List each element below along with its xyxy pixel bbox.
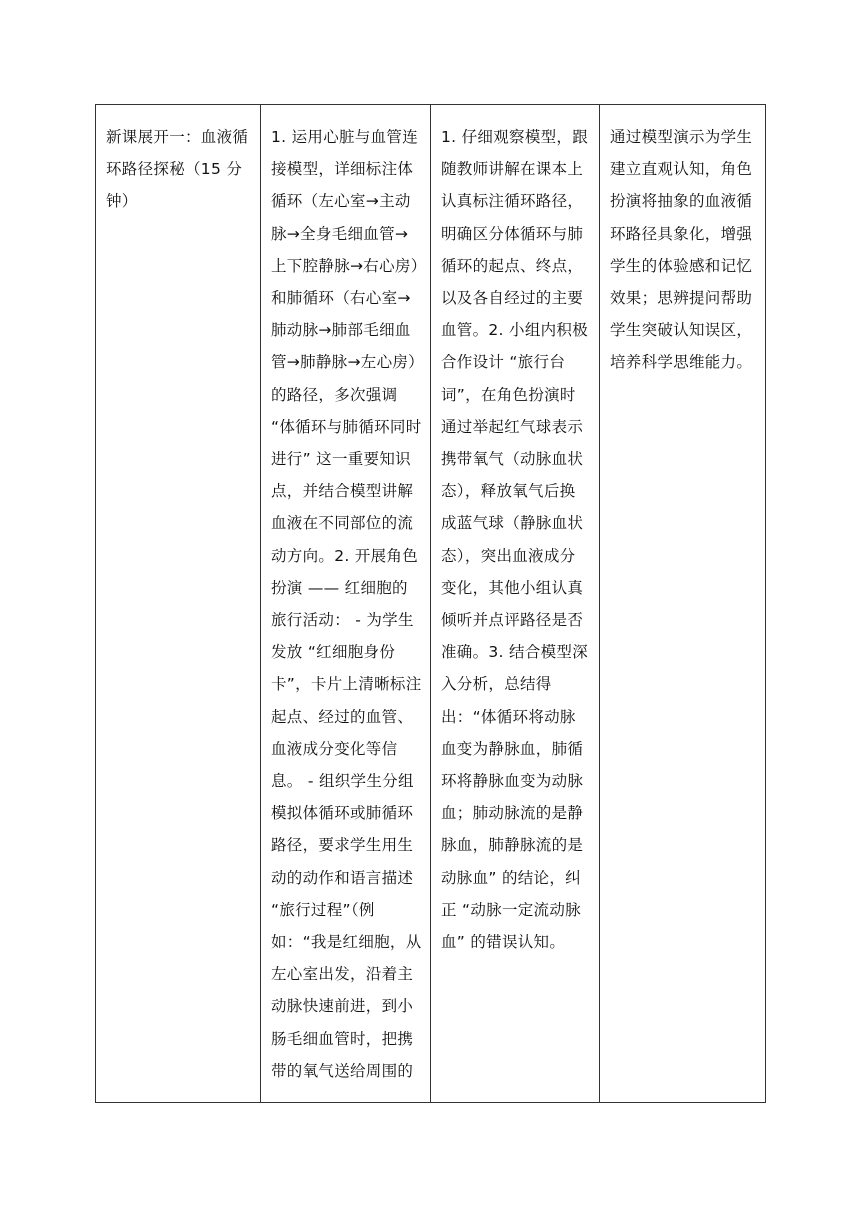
student-activity-cell <box>431 105 600 1103</box>
design-intent-text: 通过模型演示为学生建立直观认知，角色扮演将抽象的血液循环路径具象化，增强学生的体验感和记忆效果；思辨提问帮助学生突破认知误区，培养科学思维能力。 <box>610 128 753 372</box>
teacher-activity-cell <box>261 105 431 1103</box>
stage-cell <box>96 105 261 1103</box>
table-row <box>96 105 766 1103</box>
design-intent-cell <box>600 105 766 1103</box>
stage-text: 新课展开一：血液循环路径探秘（15 分钟） <box>106 128 249 211</box>
teacher-activity-text: 1. 运用心脏与血管连接模型，详细标注体循环（左心室→主动脉→全身毛细血管→上下腔静脉→右心房）和肺循环（右心室→肺动脉→肺部毛细血管→肺静脉→左心房）的路径，多次强调 “体循环与肺循环同时进行” 这一重要知识点，并结合模型讲解血液在不同部位的流动方向。2. 开展角色扮演 —— 红细胞的旅行活动： - 为学生发放 “红细胞身份卡”，卡片上清晰标注起点、经过的血管、血液成分变化等信息。 - 组织学生分组模拟体循环或肺循环路径，要求学生用生动的动作和语言描述 “旅行过程”（例如：“我是红细胞，从左心室出发，沿着主动脉快速前进，到小肠毛细血管时，把携带的氧气送给周围的 <box>271 128 422 1080</box>
lesson-plan-table <box>95 104 766 1103</box>
student-activity-text: 1. 仔细观察模型，跟随教师讲解在课本上认真标注循环路径，明确区分体循环与肺循环的起点、终点，以及各自经过的主要血管。2. 小组内积极合作设计 “旅行台词”，在角色扮演时通过举起红气球表示携带氧气（动脉血状态），释放氧气后换成蓝气球（静脉血状态），突出血液成分变化，其他小组认真倾听并点评路径是否准确。3. 结合模型深入分析，总结得出：“体循环将动脉血变为静脉血，肺循环将静脉血变为动脉血；肺动脉流的是静脉血，肺静脉流的是动脉血” 的结论，纠正 “动脉一定流动脉血” 的错误认知。 <box>441 128 589 952</box>
